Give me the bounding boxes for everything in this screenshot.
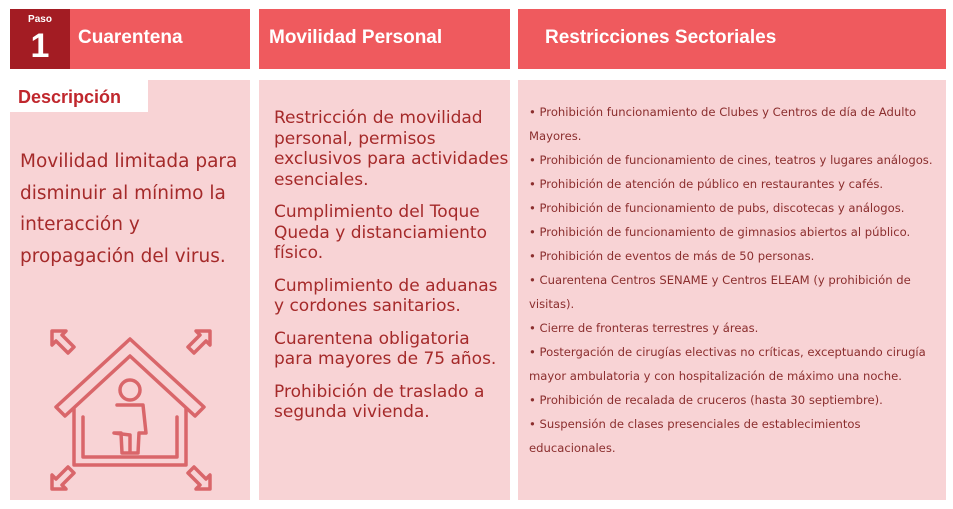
restriccion-item: • Prohibición de funcionamiento de cines, teatros y lugares análogos. xyxy=(529,153,933,167)
movilidad-item: Cuarentena obligatoria para mayores de 75 años. xyxy=(274,328,497,369)
movilidad-item: Restricción de movilidad personal, permisos exclusivos para actividades esenciales. xyxy=(274,108,509,190)
paso-badge xyxy=(10,9,70,69)
header-movilidad xyxy=(259,9,510,69)
col2-title: Movilidad Personal xyxy=(269,27,443,48)
restriccion-item: • Prohibición de recalada de cruceros (hasta 30 septiembre). xyxy=(529,393,883,407)
restriccion-item: • Prohibición de funcionamiento de gimnasios abiertos al público. xyxy=(529,225,911,239)
col1-title: Cuarentena xyxy=(78,27,183,48)
descripcion-label: Descripción xyxy=(10,80,148,112)
header-cuarentena xyxy=(10,9,250,69)
restriccion-item: • Postergación de cirugías electivas no críticas, exceptuando cirugía mayor ambulatoria y con hospitalización de máximo una noche. xyxy=(529,345,926,383)
col3-title: Restricciones Sectoriales xyxy=(545,27,777,48)
movilidad-list xyxy=(274,108,509,435)
movilidad-item: Prohibición de traslado a segunda vivienda. xyxy=(274,381,485,422)
restriccion-item: • Cuarentena Centros SENAME y Centros ELEAM (y prohibición de visitas). xyxy=(529,273,911,311)
descripcion-text: Movilidad limitada para disminuir al mínimo la interacción y propagación del virus. xyxy=(20,151,238,267)
restriccion-item: • Prohibición de eventos de más de 50 personas. xyxy=(529,249,815,263)
movilidad-item: Cumplimiento de aduanas y cordones sanitarios. xyxy=(274,275,498,316)
restricciones-list xyxy=(529,100,934,460)
movilidad-item: Cumplimiento del Toque Queda y distanciamiento físico. xyxy=(274,202,487,263)
restriccion-item: • Prohibición de atención de público en restaurantes y cafés. xyxy=(529,177,884,191)
restriccion-item: • Suspensión de clases presenciales de establecimientos educacionales. xyxy=(529,417,861,455)
paso-number: 1 xyxy=(30,27,50,65)
restriccion-item: • Cierre de fronteras terrestres y áreas. xyxy=(529,321,759,335)
restriccion-item: • Prohibición funcionamiento de Clubes y Centros de día de Adulto Mayores. xyxy=(529,105,917,143)
header-restricciones xyxy=(518,9,946,69)
stay-home-icon xyxy=(44,325,219,497)
restriccion-item: • Prohibición de funcionamiento de pubs, discotecas y análogos. xyxy=(529,201,905,215)
paso-label: Paso xyxy=(28,14,52,25)
